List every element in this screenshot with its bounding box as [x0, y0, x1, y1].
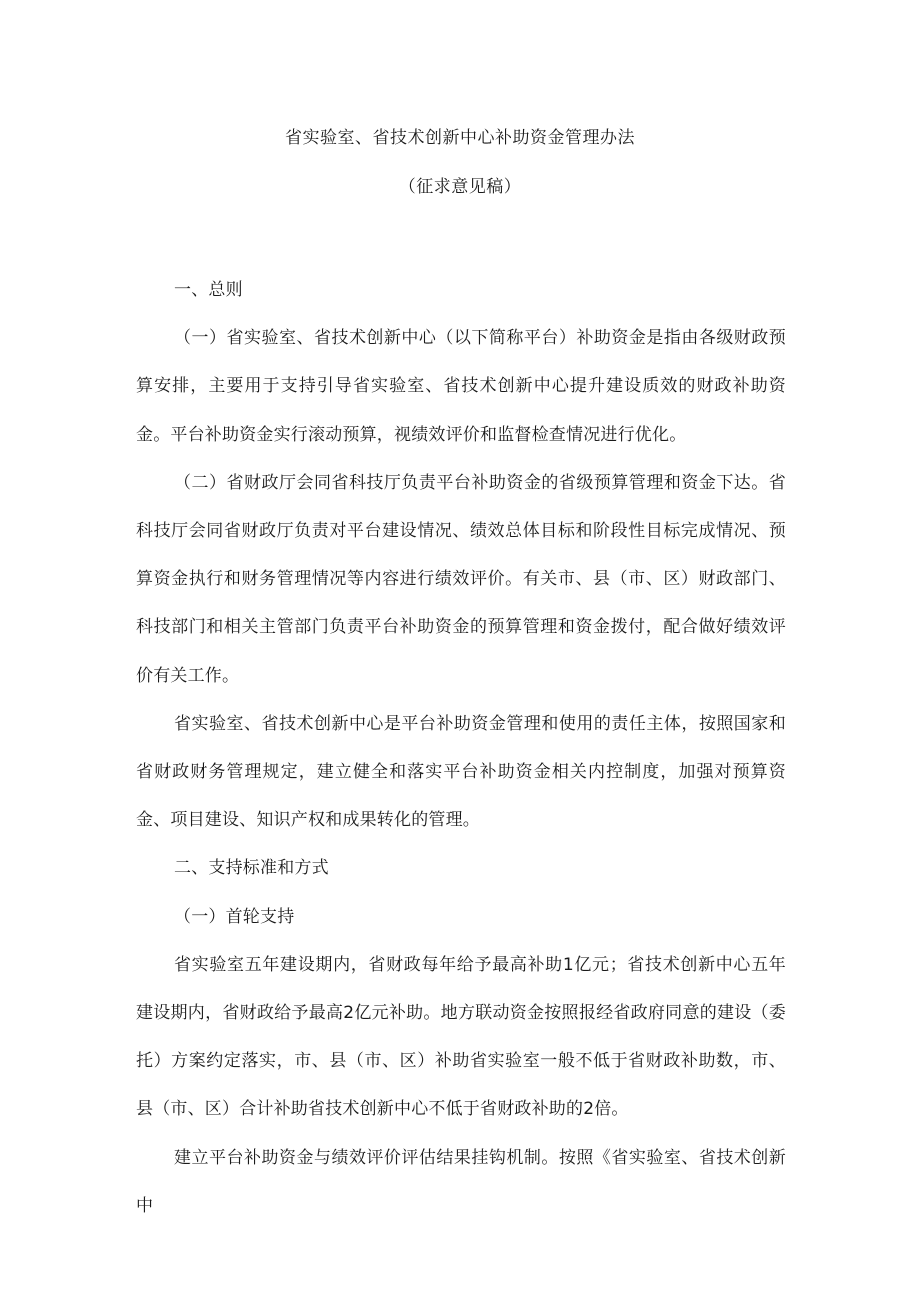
paragraph: （二）省财政厅会同省科技厅负责平台补助资金的省级预算管理和资金下达。省科技厅会同省财政厅负责对平台建设情况、绩效总体目标和阶段性目标完成情况、预算资金执行和财务管理情况等内容进行绩效评价。有关市、县（市、区）财政部门、科技部门和相关主管部门负责平台补助资金的预算管理和资金拨付，配合做好绩效评价有关工作。 [136, 472, 786, 686]
document-title: 省实验室、省技术创新中心补助资金管理办法 [285, 128, 635, 148]
section-heading-support: 二、支持标准和方式 [174, 858, 329, 879]
document-body [136, 266, 786, 1230]
subsection-heading: （一）首轮支持 [174, 906, 295, 927]
paragraph: （一）省实验室、省技术创新中心（以下简称平台）补助资金是指由各级财政预算安排，主要用于支持引导省实验室、省技术创新中心提升建设质效的财政补助资金。平台补助资金实行滚动预算，视绩效评价和监督检查情况进行优化。 [136, 328, 786, 445]
paragraph: 省实验室、省技术创新中心是平台补助资金管理和使用的责任主体，按照国家和省财政财务管理规定，建立健全和落实平台补助资金相关内控制度，加强对预算资金、项目建设、知识产权和成果转化的管理。 [136, 713, 786, 831]
paragraph: 省实验室五年建设期内，省财政每年给予最高补助1亿元；省技术创新中心五年建设期内，省财政给予最高2亿元补助。地方联动资金按照报经省政府同意的建设（委托）方案约定落实，市、县（市、区）补助省实验室一般不低于省财政补助数，市、县（市、区）合计补助省技术创新中心不低于省财政补助的2倍。 [136, 954, 786, 1120]
section-heading-general: 一、总则 [174, 280, 243, 300]
paragraph: 建立平台补助资金与绩效评价评估结果挂钩机制。按照《省实验室、省技术创新中 [136, 1147, 786, 1216]
document-subtitle: （征求意见稿） [398, 177, 522, 197]
